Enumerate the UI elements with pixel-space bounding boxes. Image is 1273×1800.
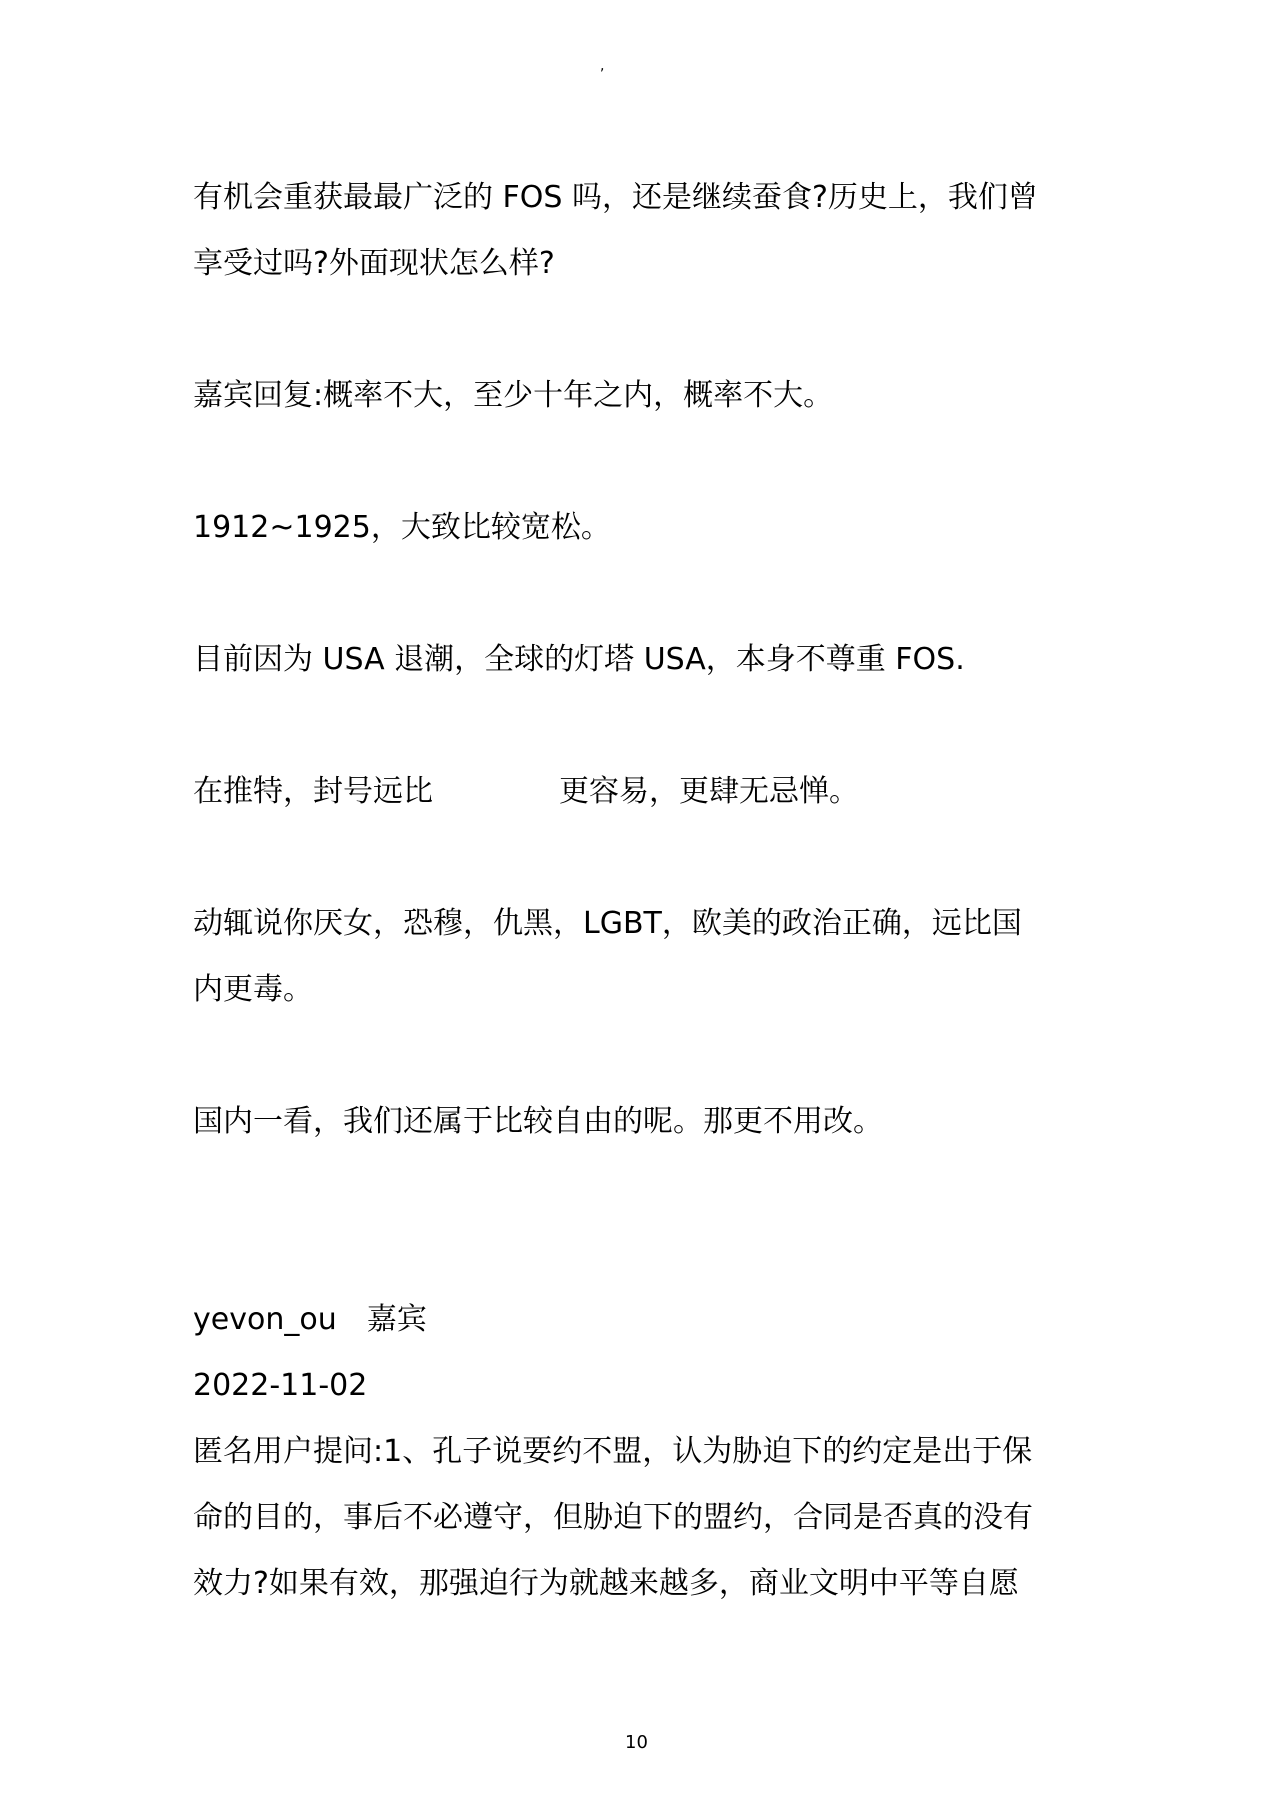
author-line: yevon_ou 嘉宾 xyxy=(193,1302,427,1337)
header-mark: , xyxy=(600,58,605,74)
paragraph-line: 目前因为 USA 退潮，全球的灯塔 USA，本身不尊重 FOS. xyxy=(193,642,965,677)
document-body xyxy=(193,165,1093,1617)
entry-date: 2022-11-02 xyxy=(193,1368,368,1403)
paragraph-gap xyxy=(193,693,1093,759)
paragraph-gap xyxy=(193,429,1093,495)
paragraph-text: 在推特，封号远比 xyxy=(193,774,433,809)
paragraph-line: 内更毒。 xyxy=(193,972,313,1007)
question-line: 匿名用户提问:1、孔子说要约不盟，认为胁迫下的约定是出于保 xyxy=(193,1434,1033,1469)
paragraph-line: 国内一看，我们还属于比较自由的呢。那更不用改。 xyxy=(193,1104,883,1139)
paragraph-line: 动辄说你厌女，恐穆，仇黑，LGBT，欧美的政治正确，远比国 xyxy=(193,906,1022,941)
paragraph-line: 有机会重获最最广泛的 FOS 吗，还是继续蚕食?历史上，我们曾 xyxy=(193,180,1038,215)
paragraph-gap xyxy=(193,561,1093,627)
question-line: 命的目的，事后不必遵守，但胁迫下的盟约，合同是否真的没有 xyxy=(193,1500,1033,1535)
paragraph-line: 1912~1925，大致比较宽松。 xyxy=(193,510,611,545)
question-line: 效力?如果有效，那强迫行为就越来越多，商业文明中平等自愿 xyxy=(193,1566,1019,1601)
page-number: 10 xyxy=(625,1732,648,1753)
paragraph-gap xyxy=(193,825,1093,891)
paragraph-gap xyxy=(193,297,1093,363)
paragraph-line: 享受过吗?外面现状怎么样? xyxy=(193,246,555,281)
paragraph-text: 更容易，更肆无忌惮。 xyxy=(559,774,859,809)
paragraph-line xyxy=(193,759,1093,825)
paragraph-line: 嘉宾回复:概率不大，至少十年之内，概率不大。 xyxy=(193,378,834,413)
paragraph-gap xyxy=(193,1023,1093,1089)
section-gap xyxy=(193,1155,1093,1287)
